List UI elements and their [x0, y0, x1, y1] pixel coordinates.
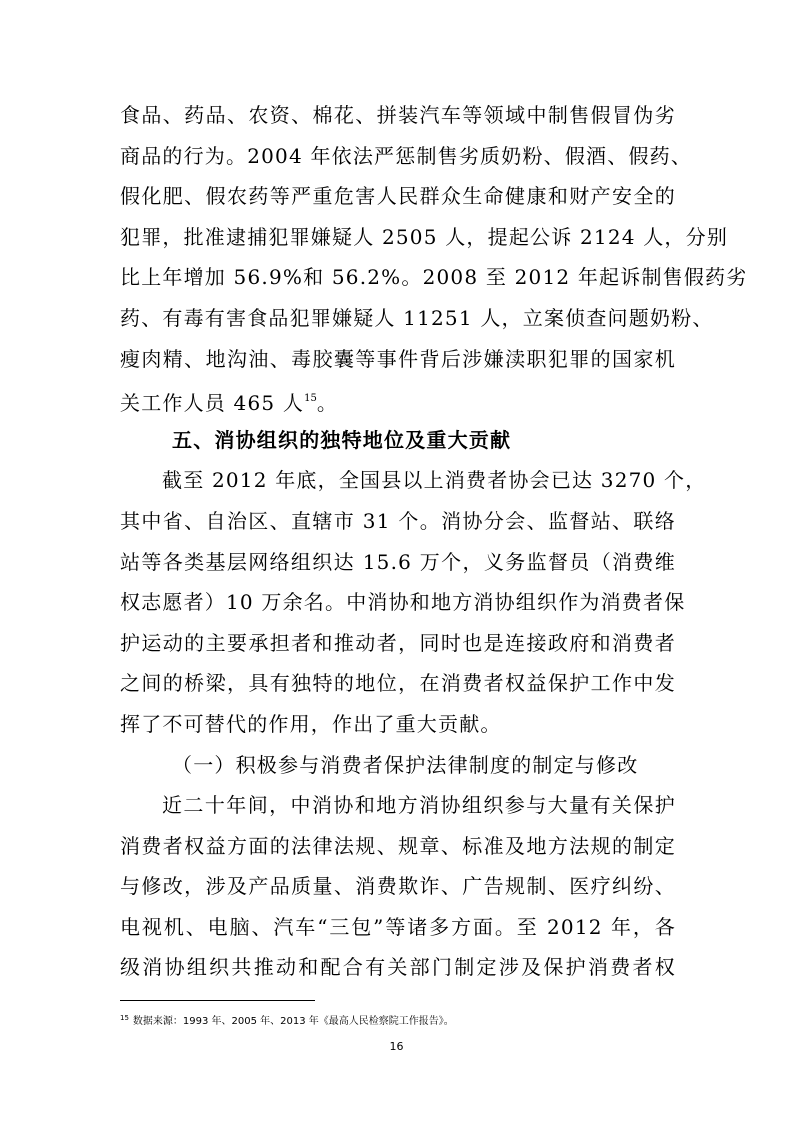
paragraph-1-line: 食品、药品、农资、棉花、拼装汽车等领域中制售假冒伪劣	[120, 103, 676, 127]
paragraph-1-line: 商品的行为。2004 年依法严惩制售劣质奶粉、假酒、假药、	[120, 143, 693, 168]
paragraph-1-line: 犯罪，批准逮捕犯罪嫌疑人 2505 人，提起公诉 2124 人，分别	[120, 224, 729, 249]
body-text	[120, 95, 748, 988]
paragraph-2-line: 其中省、自治区、直辖市 31 个。消协分会、监督站、联络	[120, 508, 676, 533]
paragraph-3-line: 消费者权益方面的法律法规、规章、标准及地方法规的制定	[120, 833, 676, 858]
paragraph-2-line: 站等各类基层网络组织达 15.6 万个，义务监督员（消费维	[120, 549, 676, 574]
paragraph-3-line: 与修改，涉及产品质量、消费欺诈、广告规制、医疗纠纷、	[120, 874, 676, 899]
paragraph-3-line: 电视机、电脑、汽车“三包”等诸多方面。至 2012 年，各	[120, 914, 676, 939]
footnote-divider	[120, 1000, 315, 1001]
section-heading: 五、消协组织的独特地位及重大贡献	[172, 427, 512, 452]
paragraph-1-line: 瘦肉精、地沟油、毒胶囊等事件背后涉嫌渎职犯罪的国家机	[120, 346, 676, 371]
paragraph-2-line: 护运动的主要承担者和推动者，同时也是连接政府和消费者	[120, 630, 676, 655]
paragraph-1-last-line	[120, 379, 676, 420]
paragraph-1-last-punct: 。	[316, 391, 339, 416]
paragraph-1-last-text: 关工作人员 465 人	[120, 391, 305, 416]
paragraph-2-line: 之间的桥梁，具有独特的地位，在消费者权益保护工作中发	[120, 671, 676, 696]
paragraph-2-line: 挥了不可替代的作用，作出了重大贡献。	[120, 711, 502, 736]
page-number: 16	[389, 1040, 404, 1053]
footnote-number: 15	[120, 1014, 129, 1022]
paragraph-3-line: 近二十年间，中消协和地方消协组织参与大量有关保护	[162, 793, 676, 818]
subsection-heading: （一）积极参与消费者保护法律制度的制定与修改	[172, 752, 639, 777]
paragraph-1-line: 比上年增加 56.9%和 56.2%。2008 至 2012 年起诉制售假药劣	[120, 265, 748, 290]
footnote-text: 数据来源：1993 年、2005 年、2013 年《最高人民检察院工作报告》。	[132, 1016, 454, 1027]
paragraph-2-line: 权志愿者）10 万余名。中消协和地方消协组织作为消费者保	[120, 590, 686, 615]
paragraph-1-line: 假化肥、假农药等严重危害人民群众生命健康和财产安全的	[120, 184, 676, 209]
paragraph-2-line: 截至 2012 年底，全国县以上消费者协会已达 3270 个，	[162, 468, 707, 493]
paragraph-1-line: 药、有毒有害食品犯罪嫌疑人 11251 人，立案侦查问题奶粉、	[120, 305, 714, 330]
footnote	[120, 1012, 454, 1027]
paragraph-3-line: 级消协组织共推动和配合有关部门制定涉及保护消费者权	[120, 955, 676, 980]
footnote-reference[interactable]: 15	[304, 393, 317, 405]
